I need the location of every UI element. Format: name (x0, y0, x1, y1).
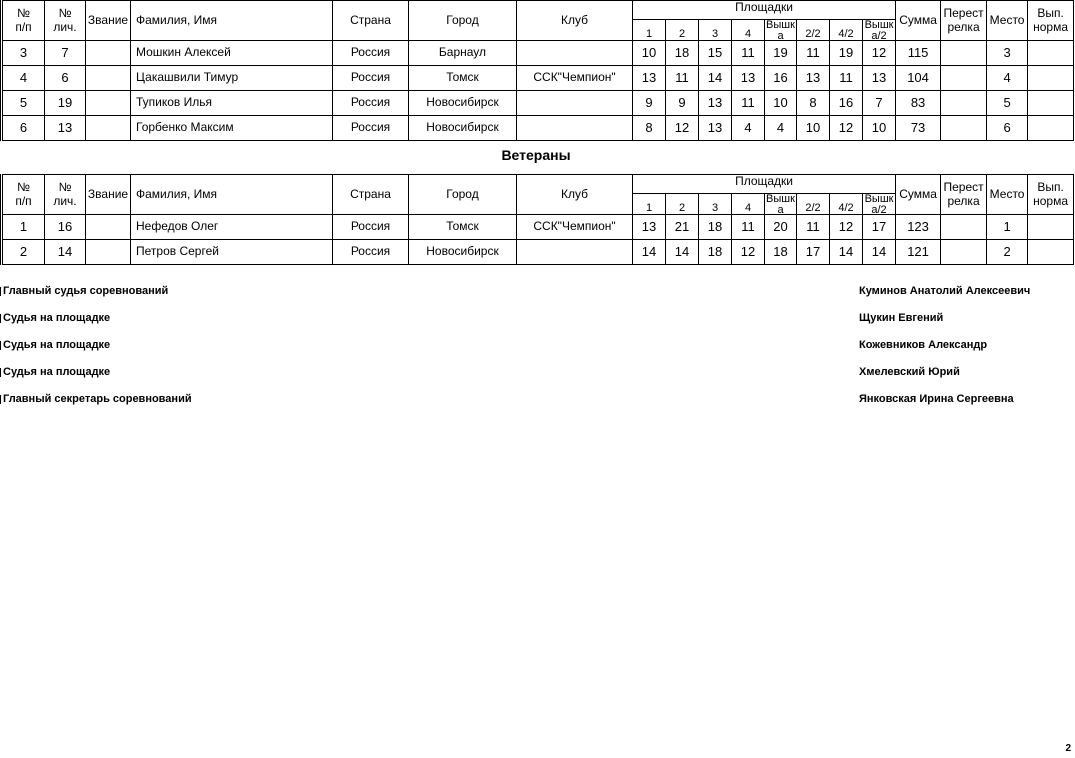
cell-sum: 121 (896, 240, 941, 265)
cell-score: 12 (732, 240, 765, 265)
cell-club: ССК"Чемпион" (517, 66, 633, 91)
cell-city: Томск (409, 215, 517, 240)
cell-score: 11 (797, 215, 830, 240)
cell-city: Томск (409, 66, 517, 91)
cell-score: 14 (633, 240, 666, 265)
cell-score: 15 (699, 41, 732, 66)
cell-shootoff (941, 116, 987, 141)
header-sub: 4/2 (830, 194, 863, 215)
cell-club (517, 116, 633, 141)
header-perestrelka: Перестрелка (941, 175, 987, 215)
header-sub: Вышка/2 (863, 194, 896, 215)
official-name: Кожевников Александр (859, 339, 988, 351)
cell-country: Россия (333, 215, 409, 240)
official-role: Судья на площадке (3, 312, 111, 324)
cell-lich: 13 (45, 116, 86, 141)
cell-club: ССК"Чемпион" (517, 215, 633, 240)
cell-score: 11 (732, 41, 765, 66)
cell-norm (1028, 215, 1074, 240)
header-sub: Вышка (766, 194, 795, 214)
cell-pp: 1 (2, 215, 45, 240)
cell-place: 2 (987, 240, 1028, 265)
cell-score: 9 (633, 91, 666, 116)
official-row (0, 311, 1072, 338)
cell-zvanie (86, 41, 131, 66)
header-sub: 4 (732, 194, 765, 215)
header-ploshchadki: Площадки (633, 175, 896, 194)
header-summa: Сумма (896, 175, 941, 215)
cell-score: 11 (732, 91, 765, 116)
header-sub: Вышка (766, 20, 795, 40)
cell-score: 14 (863, 240, 896, 265)
cell-score: 18 (699, 215, 732, 240)
cell-shootoff (941, 215, 987, 240)
official-row (0, 338, 1072, 365)
cell-city: Новосибирск (409, 91, 517, 116)
header-fio: Фамилия, Имя (131, 175, 333, 215)
table-body (2, 215, 1074, 265)
cell-lich: 6 (45, 66, 86, 91)
cell-score: 17 (797, 240, 830, 265)
cell-name: Нефедов Олег (131, 215, 333, 240)
cell-pp: 2 (2, 240, 45, 265)
header-num-lich: № лич. (45, 175, 86, 215)
cell-score: 10 (765, 91, 797, 116)
cell-place: 4 (987, 66, 1028, 91)
results-table-main (0, 0, 1074, 141)
header-summa: Сумма (896, 1, 941, 41)
table-row (2, 116, 1074, 141)
header-sub: 1 (633, 20, 666, 41)
cell-score: 4 (765, 116, 797, 141)
cell-score: 19 (765, 41, 797, 66)
cell-norm (1028, 91, 1074, 116)
header-sub: 4 (732, 20, 765, 41)
cell-norm (1028, 116, 1074, 141)
cell-place: 6 (987, 116, 1028, 141)
header-sub: 2 (666, 194, 699, 215)
table-row (2, 91, 1074, 116)
header-klub: Клуб (517, 1, 633, 41)
cell-score: 11 (830, 66, 863, 91)
table-header (2, 175, 1074, 215)
cell-score: 13 (797, 66, 830, 91)
official-name: Щукин Евгений (859, 312, 944, 324)
cell-norm (1028, 41, 1074, 66)
cell-sum: 83 (896, 91, 941, 116)
cell-score: 17 (863, 215, 896, 240)
cell-name: Цакашвили Тимур (131, 66, 333, 91)
official-row (0, 365, 1072, 392)
veterans-section-title: Ветераны (501, 147, 571, 163)
cell-score: 16 (765, 66, 797, 91)
header-vyp-norma: Вып. норма (1028, 175, 1074, 215)
cell-lich: 14 (45, 240, 86, 265)
header-strana: Страна (333, 1, 409, 41)
cell-score: 14 (830, 240, 863, 265)
header-strana: Страна (333, 175, 409, 215)
cell-pp: 6 (2, 116, 45, 141)
cell-shootoff (941, 91, 987, 116)
official-name: Хмелевский Юрий (859, 366, 960, 378)
cell-score: 18 (765, 240, 797, 265)
cell-score: 13 (699, 91, 732, 116)
header-ploshchadki: Площадки (633, 1, 896, 20)
cell-score: 14 (666, 240, 699, 265)
cell-norm (1028, 66, 1074, 91)
cell-sum: 115 (896, 41, 941, 66)
cell-lich: 19 (45, 91, 86, 116)
official-role: Судья на площадке (3, 339, 111, 351)
cell-norm (1028, 240, 1074, 265)
cell-score: 13 (699, 116, 732, 141)
header-fio: Фамилия, Имя (131, 1, 333, 41)
cell-club (517, 41, 633, 66)
cell-score: 18 (666, 41, 699, 66)
cell-score: 10 (797, 116, 830, 141)
header-num-pp: № п/п (2, 1, 45, 41)
header-sub: 3 (699, 20, 732, 41)
cell-country: Россия (333, 66, 409, 91)
cell-shootoff (941, 41, 987, 66)
header-klub: Клуб (517, 175, 633, 215)
cell-city: Барнаул (409, 41, 517, 66)
header-sub: 2 (666, 20, 699, 41)
results-table-veterans (0, 174, 1074, 265)
cell-score: 12 (830, 116, 863, 141)
cell-score: 13 (863, 66, 896, 91)
cell-pp: 3 (2, 41, 45, 66)
table-row (2, 240, 1074, 265)
cell-sum: 73 (896, 116, 941, 141)
cell-sum: 123 (896, 215, 941, 240)
header-sub: 2/2 (797, 20, 830, 41)
header-sub: 3 (699, 194, 732, 215)
cell-shootoff (941, 240, 987, 265)
officials-list (0, 284, 1072, 419)
cell-score: 20 (765, 215, 797, 240)
header-zvanie: Звание (86, 1, 131, 41)
row-marker (0, 314, 1, 323)
cell-club (517, 240, 633, 265)
header-mesto: Место (987, 175, 1028, 215)
cell-score: 12 (666, 116, 699, 141)
cell-score: 8 (797, 91, 830, 116)
page-number: 2 (1065, 743, 1071, 754)
cell-score: 11 (797, 41, 830, 66)
cell-score: 18 (699, 240, 732, 265)
official-role: Главный судья соревнований (3, 285, 169, 297)
header-sub: 2/2 (797, 194, 830, 215)
cell-score: 10 (633, 41, 666, 66)
cell-shootoff (941, 66, 987, 91)
cell-place: 5 (987, 91, 1028, 116)
cell-score: 11 (732, 215, 765, 240)
cell-name: Мошкин Алексей (131, 41, 333, 66)
cell-country: Россия (333, 41, 409, 66)
official-role: Судья на площадке (3, 366, 111, 378)
cell-city: Новосибирск (409, 240, 517, 265)
cell-lich: 7 (45, 41, 86, 66)
table-row (2, 41, 1074, 66)
cell-score: 13 (633, 66, 666, 91)
cell-sum: 104 (896, 66, 941, 91)
row-marker (0, 287, 1, 296)
official-name: Куминов Анатолий Алексеевич (859, 285, 1031, 297)
cell-place: 3 (987, 41, 1028, 66)
official-row (0, 392, 1072, 419)
row-marker (0, 368, 1, 377)
cell-country: Россия (333, 240, 409, 265)
cell-score: 8 (633, 116, 666, 141)
cell-name: Тупиков Илья (131, 91, 333, 116)
cell-score: 4 (732, 116, 765, 141)
cell-zvanie (86, 116, 131, 141)
cell-score: 12 (830, 215, 863, 240)
header-num-lich: № лич. (45, 1, 86, 41)
cell-place: 1 (987, 215, 1028, 240)
header-sub: Вышка/2 (863, 20, 896, 41)
header-gorod: Город (409, 175, 517, 215)
row-marker (0, 341, 1, 350)
row-marker (0, 395, 1, 404)
cell-score: 11 (666, 66, 699, 91)
cell-zvanie (86, 66, 131, 91)
header-num-pp: № п/п (2, 175, 45, 215)
table-row (2, 66, 1074, 91)
header-mesto: Место (987, 1, 1028, 41)
table-header (2, 1, 1074, 41)
official-role: Главный секретарь соревнований (3, 393, 192, 405)
cell-name: Петров Сергей (131, 240, 333, 265)
cell-score: 10 (863, 116, 896, 141)
cell-name: Горбенко Максим (131, 116, 333, 141)
cell-score: 13 (732, 66, 765, 91)
cell-pp: 5 (2, 91, 45, 116)
cell-country: Россия (333, 91, 409, 116)
cell-city: Новосибирск (409, 116, 517, 141)
cell-pp: 4 (2, 66, 45, 91)
table-row (2, 215, 1074, 240)
official-row (0, 284, 1072, 311)
cell-score: 9 (666, 91, 699, 116)
cell-zvanie (86, 215, 131, 240)
header-vyp-norma: Вып. норма (1028, 1, 1074, 41)
cell-club (517, 91, 633, 116)
cell-zvanie (86, 91, 131, 116)
cell-score: 7 (863, 91, 896, 116)
header-perestrelka: Перестрелка (941, 1, 987, 41)
header-gorod: Город (409, 1, 517, 41)
cell-score: 12 (863, 41, 896, 66)
cell-country: Россия (333, 116, 409, 141)
cell-score: 19 (830, 41, 863, 66)
cell-score: 21 (666, 215, 699, 240)
cell-score: 13 (633, 215, 666, 240)
official-name: Янковская Ирина Сергеевна (859, 393, 1014, 405)
cell-score: 16 (830, 91, 863, 116)
cell-score: 14 (699, 66, 732, 91)
cell-lich: 16 (45, 215, 86, 240)
table-body (2, 41, 1074, 141)
cell-zvanie (86, 240, 131, 265)
header-sub: 4/2 (830, 20, 863, 41)
header-sub: 1 (633, 194, 666, 215)
header-zvanie: Звание (86, 175, 131, 215)
